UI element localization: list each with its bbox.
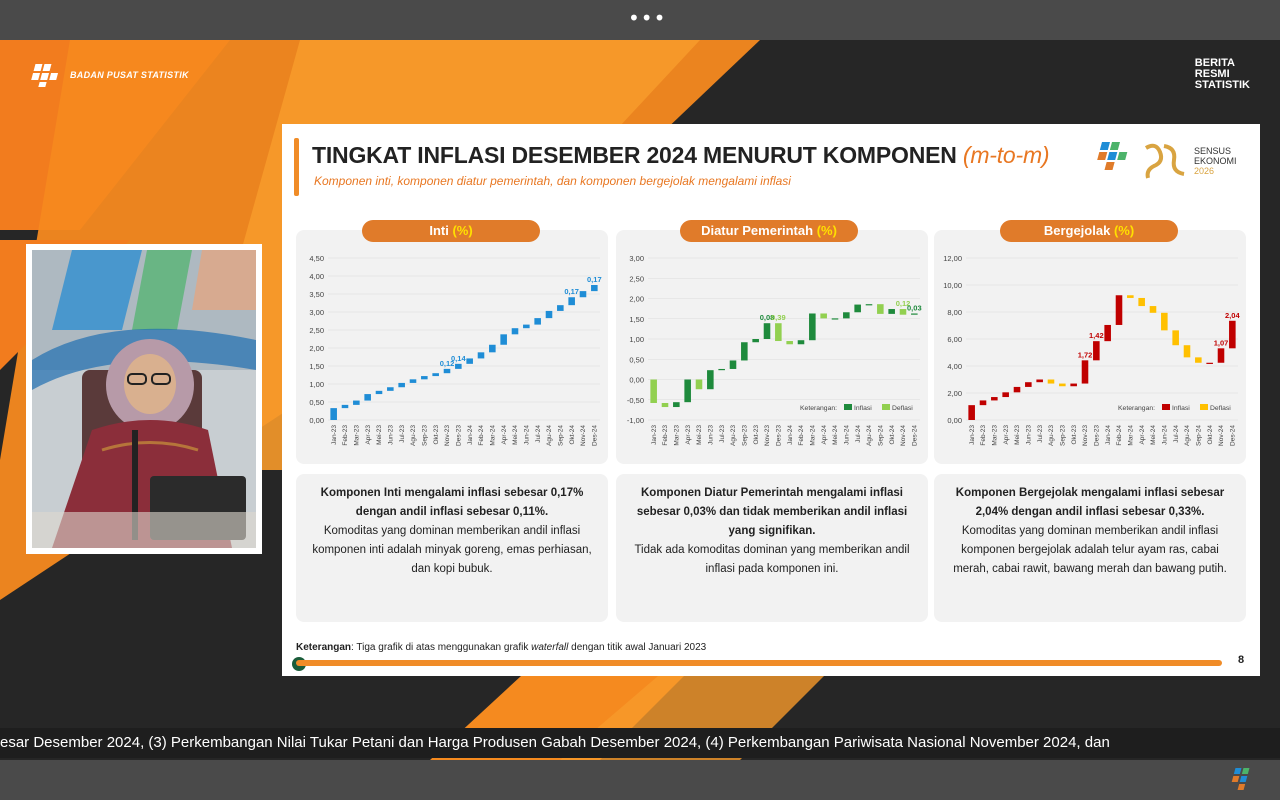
waterfall-bar bbox=[843, 312, 850, 318]
waterfall-bar bbox=[1070, 384, 1077, 387]
waterfall-bar bbox=[444, 369, 451, 373]
pill-inti bbox=[362, 220, 540, 242]
y-tick-label: 0,50 bbox=[309, 398, 324, 407]
pill-bergejolak-unit: (%) bbox=[1113, 223, 1135, 238]
x-tick-label: Sep-23 bbox=[741, 425, 749, 446]
data-label: 0,17 bbox=[564, 287, 579, 297]
waterfall-bar bbox=[353, 401, 360, 405]
waterfall-bar bbox=[1172, 330, 1179, 345]
footnote-italic: waterfall bbox=[531, 642, 569, 653]
legend-swatch-deflasi bbox=[882, 404, 890, 410]
waterfall-bar bbox=[854, 305, 861, 313]
x-tick-label: Okt-23 bbox=[1070, 425, 1078, 445]
waterfall-bar bbox=[764, 323, 771, 339]
data-label: 1,72 bbox=[1077, 350, 1093, 360]
waterfall-bar bbox=[1161, 313, 1168, 331]
waterfall-bar bbox=[432, 373, 439, 376]
description-inti-text: Komoditas yang dominan memberikan andil inflasi komponen inti adalah minyak goreng, emas perhiasan, dan kopi bubuk. bbox=[312, 525, 592, 575]
x-tick-label: Mar-24 bbox=[809, 425, 817, 446]
waterfall-bar bbox=[980, 400, 987, 405]
x-tick-label: Jul-23 bbox=[398, 425, 406, 443]
page-number: 8 bbox=[1238, 654, 1245, 666]
waterfall-bar bbox=[662, 403, 669, 407]
pill-diatur-unit: (%) bbox=[816, 223, 837, 238]
waterfall-bar bbox=[991, 397, 998, 400]
legend-swatch-inflasi bbox=[844, 404, 852, 410]
waterfall-bar bbox=[900, 309, 907, 315]
x-tick-label: Jun-23 bbox=[387, 425, 395, 445]
y-tick-label: 2,00 bbox=[309, 344, 324, 353]
waterfall-bar bbox=[455, 364, 462, 369]
x-tick-label: Des-23 bbox=[1093, 425, 1101, 446]
waterfall-bar bbox=[466, 358, 473, 363]
waterfall-bar bbox=[546, 311, 553, 318]
waterfall-bar bbox=[718, 369, 725, 370]
news-ticker bbox=[0, 728, 1280, 758]
chart-diatur-pemerintah bbox=[616, 230, 928, 464]
waterfall-bar bbox=[1138, 298, 1145, 306]
waterfall-bar bbox=[364, 394, 371, 400]
x-tick-label: Feb-23 bbox=[662, 425, 670, 446]
description-bergejolak bbox=[934, 474, 1246, 622]
waterfall-bar bbox=[376, 391, 383, 394]
y-tick-label: 10,00 bbox=[943, 281, 962, 290]
x-tick-label: Des-24 bbox=[591, 425, 599, 446]
waterfall-bar bbox=[387, 387, 394, 391]
y-tick-label: 1,00 bbox=[629, 335, 644, 344]
x-tick-label: Mar-23 bbox=[353, 425, 361, 446]
y-tick-label: 1,50 bbox=[629, 314, 644, 324]
sensus-logo-icon bbox=[1090, 138, 1190, 182]
panel-diatur-pemerintah bbox=[616, 230, 928, 464]
x-tick-label: Agu-24 bbox=[866, 425, 874, 446]
waterfall-bar bbox=[775, 323, 782, 341]
pill-diatur-pemerintah bbox=[680, 220, 858, 242]
waterfall-bar bbox=[1184, 345, 1191, 357]
waterfall-bar bbox=[398, 383, 405, 387]
sensus-ekonomi-logo bbox=[1090, 138, 1250, 182]
sensus-line-2: EKONOMI bbox=[1194, 156, 1237, 166]
waterfall-bar bbox=[1036, 380, 1043, 383]
x-tick-label: Jun-24 bbox=[523, 425, 531, 445]
broadcast-frame bbox=[0, 40, 1280, 760]
news-ticker-text: esar Desember 2024, (3) Perkembangan Nilai Tukar Petani dan Harga Produsen Gabah Desember 2024, (4) Perkembangan Pariwisata Nasional November 2024, dan bbox=[0, 734, 1110, 751]
x-tick-label: Apr-23 bbox=[364, 425, 372, 445]
waterfall-bar bbox=[1229, 321, 1236, 349]
waterfall-bar bbox=[330, 408, 337, 420]
x-tick-label: Nov-23 bbox=[1082, 425, 1090, 446]
description-bergejolak-text: Komoditas yang dominan memberikan andil inflasi komponen bergejolak adalah telur ayam ras, cabai merah, cabai rawit, bawang merah dan bawang putih. bbox=[953, 525, 1227, 575]
x-tick-label: Jan-23 bbox=[968, 425, 976, 445]
x-tick-label: Nov-23 bbox=[764, 425, 772, 446]
data-label: 1,42 bbox=[1089, 331, 1104, 341]
waterfall-bar bbox=[673, 402, 680, 407]
waterfall-bar bbox=[1002, 392, 1009, 397]
waterfall-bar bbox=[557, 305, 564, 311]
slide-title-text: TINGKAT INFLASI DESEMBER 2024 MENURUT KOMPONEN bbox=[312, 142, 957, 168]
window-bottom-bar bbox=[0, 760, 1280, 800]
x-tick-label: Apr-24 bbox=[1138, 425, 1146, 445]
waterfall-bar bbox=[730, 360, 737, 369]
x-tick-label: Apr-24 bbox=[500, 425, 508, 445]
waterfall-bar bbox=[1218, 348, 1225, 362]
slide-title bbox=[312, 142, 1049, 169]
x-tick-label: Mei-24 bbox=[832, 425, 840, 445]
x-tick-label: Nov-24 bbox=[900, 425, 908, 446]
waterfall-bar bbox=[1150, 306, 1157, 313]
x-tick-label: Nov-24 bbox=[1218, 425, 1226, 446]
x-tick-label: Feb-24 bbox=[798, 425, 806, 446]
x-tick-label: Jun-23 bbox=[1025, 425, 1033, 445]
x-tick-label: Nov-24 bbox=[580, 425, 588, 446]
x-tick-label: Jun-24 bbox=[1161, 425, 1169, 445]
y-tick-label: 2,50 bbox=[309, 326, 324, 335]
description-diatur-text: Tidak ada komoditas dominan yang memberikan andil inflasi pada komponen ini. bbox=[634, 544, 910, 575]
waterfall-bar bbox=[523, 325, 530, 329]
x-tick-label: Jul-23 bbox=[1036, 425, 1044, 443]
x-tick-label: Jul-24 bbox=[534, 425, 542, 443]
waterfall-bar bbox=[489, 345, 496, 353]
waterfall-bar bbox=[1059, 384, 1066, 387]
legend-swatch-inflasi bbox=[1162, 404, 1170, 410]
data-label: 0,39 bbox=[771, 313, 786, 323]
presenter-webcam bbox=[26, 244, 262, 554]
data-label: 1,07 bbox=[1213, 338, 1229, 348]
slide-footnote bbox=[296, 642, 706, 653]
x-tick-label: Apr-23 bbox=[1002, 425, 1010, 445]
waterfall-bar bbox=[650, 380, 657, 403]
waterfall-bar bbox=[786, 341, 793, 344]
x-tick-label: Okt-24 bbox=[1206, 425, 1214, 445]
legend-label-inflasi: Inflasi bbox=[1172, 405, 1190, 412]
y-tick-label: 8,00 bbox=[947, 308, 962, 317]
footnote-text-a: : Tiga grafik di atas menggunakan grafik bbox=[351, 642, 532, 653]
title-accent-bar bbox=[294, 138, 299, 196]
slide-subtitle: Komponen inti, komponen diatur pemerintah, dan komponen bergejolak mengalami inflasi bbox=[314, 174, 791, 188]
pill-diatur-label: Diatur Pemerintah bbox=[701, 223, 814, 238]
x-tick-label: Sep-24 bbox=[557, 425, 565, 446]
description-diatur-bold: Komponen Diatur Pemerintah mengalami inflasi sebesar 0,03% dan tidak memberikan andil inflasi yang signifikan. bbox=[636, 487, 908, 537]
x-tick-label: Feb-24 bbox=[1116, 425, 1124, 446]
y-tick-label: 2,50 bbox=[629, 274, 644, 284]
waterfall-bar bbox=[1127, 295, 1134, 298]
waterfall-bar bbox=[580, 291, 587, 297]
y-tick-label: 4,00 bbox=[309, 272, 324, 281]
pill-inti-unit: (%) bbox=[452, 223, 473, 238]
x-tick-label: Okt-23 bbox=[752, 425, 760, 445]
x-tick-label: Jul-24 bbox=[1172, 425, 1180, 443]
y-tick-label: 0,00 bbox=[309, 416, 324, 425]
presenter-video bbox=[32, 250, 256, 548]
y-tick-label: 3,00 bbox=[629, 254, 644, 263]
waterfall-bar bbox=[1116, 295, 1123, 325]
y-tick-label: 1,50 bbox=[309, 362, 324, 371]
x-tick-label: Agu-23 bbox=[1048, 425, 1056, 446]
y-tick-label: 0,00 bbox=[629, 375, 644, 385]
waterfall-bar bbox=[1206, 363, 1213, 364]
footer-accent-line bbox=[296, 660, 1222, 666]
data-label: 2,04 bbox=[1225, 310, 1240, 320]
waterfall-bar bbox=[1195, 357, 1202, 362]
x-tick-label: Des-24 bbox=[911, 425, 919, 446]
description-bergejolak-bold: Komponen Bergejolak mengalami inflasi sebesar 2,04% dengan andil inflasi sebesar 0,33%. bbox=[955, 487, 1225, 518]
x-tick-label: Mar-24 bbox=[1127, 425, 1135, 446]
waterfall-bar bbox=[888, 309, 895, 314]
x-tick-label: Apr-23 bbox=[684, 425, 692, 445]
x-tick-label: Mar-23 bbox=[673, 425, 681, 446]
waterfall-bar bbox=[512, 328, 519, 334]
waterfall-bar bbox=[1048, 380, 1055, 384]
x-tick-label: Jan-23 bbox=[650, 425, 658, 445]
x-tick-label: Okt-24 bbox=[568, 425, 576, 445]
x-tick-label: Feb-23 bbox=[980, 425, 988, 446]
waterfall-bar bbox=[1093, 341, 1100, 360]
waterfall-bar bbox=[534, 318, 541, 324]
y-tick-label: 3,00 bbox=[309, 308, 324, 317]
y-tick-label: 4,50 bbox=[309, 254, 324, 263]
waterfall-bar bbox=[741, 342, 748, 360]
y-tick-label: 1,00 bbox=[309, 380, 324, 389]
legend-label-deflasi: Deflasi bbox=[892, 405, 913, 412]
waterfall-bar bbox=[696, 380, 703, 390]
panel-bergejolak bbox=[934, 230, 1246, 464]
waterfall-bar bbox=[410, 379, 417, 383]
x-tick-label: Des-24 bbox=[1229, 425, 1237, 446]
chart-inti bbox=[296, 230, 608, 464]
x-tick-label: Agu-23 bbox=[730, 425, 738, 446]
pill-inti-label: Inti bbox=[429, 223, 449, 238]
x-tick-label: Mei-23 bbox=[696, 425, 704, 445]
waterfall-bar bbox=[500, 334, 507, 344]
y-tick-label: 0,00 bbox=[947, 416, 962, 425]
y-tick-label: -0,50 bbox=[626, 395, 644, 405]
bps-logo-text: BADAN PUSAT STATISTIK bbox=[70, 70, 189, 80]
waterfall-bar bbox=[591, 285, 598, 291]
waterfall-bar bbox=[968, 405, 975, 420]
y-tick-label: 12,00 bbox=[943, 254, 962, 263]
chart-bergejolak bbox=[934, 230, 1246, 464]
y-tick-label: 3,50 bbox=[309, 290, 324, 299]
bps-watermark-icon bbox=[1226, 766, 1256, 792]
waterfall-bar bbox=[707, 370, 714, 389]
waterfall-bar bbox=[752, 339, 759, 342]
x-tick-label: Agu-23 bbox=[410, 425, 418, 446]
description-inti bbox=[296, 474, 608, 622]
pill-bergejolak bbox=[1000, 220, 1178, 242]
x-tick-label: Apr-24 bbox=[820, 425, 828, 445]
x-tick-label: Okt-23 bbox=[432, 425, 440, 445]
waterfall-bar bbox=[809, 313, 816, 340]
footnote-label: Keterangan bbox=[296, 642, 352, 653]
data-label: 0,12 bbox=[895, 299, 911, 309]
waterfall-bar bbox=[342, 405, 349, 408]
legend-swatch-deflasi bbox=[1200, 404, 1208, 410]
x-tick-label: Mar-23 bbox=[991, 425, 999, 446]
footnote-text-b: dengan titik awal Januari 2023 bbox=[568, 642, 707, 653]
x-tick-label: Mei-24 bbox=[1150, 425, 1158, 445]
panel-inti bbox=[296, 230, 608, 464]
description-diatur-pemerintah bbox=[616, 474, 928, 622]
data-label: 0,12 bbox=[439, 358, 455, 368]
bps-logo bbox=[28, 62, 189, 88]
x-tick-label: Mar-24 bbox=[489, 425, 497, 446]
x-tick-label: Feb-24 bbox=[478, 425, 486, 446]
presentation-slide bbox=[282, 124, 1260, 676]
x-tick-label: Agu-24 bbox=[546, 425, 554, 446]
waterfall-bar bbox=[421, 376, 428, 379]
bps-logo-icon bbox=[28, 62, 64, 88]
waterfall-bar bbox=[1025, 382, 1032, 387]
waterfall-bar bbox=[911, 313, 918, 314]
data-label: 0,08 bbox=[759, 313, 775, 323]
x-tick-label: Nov-23 bbox=[444, 425, 452, 446]
x-tick-label: Des-23 bbox=[775, 425, 783, 446]
x-tick-label: Jul-24 bbox=[854, 425, 862, 443]
waterfall-bar bbox=[832, 318, 839, 319]
sensus-line-3: 2026 bbox=[1194, 166, 1215, 176]
y-tick-label: 6,00 bbox=[947, 335, 962, 344]
brs-line-1: BERITA bbox=[1194, 57, 1235, 69]
y-tick-label: 2,00 bbox=[947, 389, 962, 398]
x-tick-label: Jun-24 bbox=[843, 425, 851, 445]
window-top-bar bbox=[0, 0, 1280, 40]
x-tick-label: Feb-23 bbox=[342, 425, 350, 446]
brs-line-3: STATISTIK bbox=[1194, 79, 1250, 91]
legend-title: Keterangan: bbox=[1118, 405, 1156, 412]
x-tick-label: Mei-23 bbox=[376, 425, 384, 445]
legend-label-inflasi: Inflasi bbox=[854, 405, 872, 412]
more-options-icon[interactable]: ••• bbox=[628, 6, 667, 30]
y-tick-label: 0,50 bbox=[629, 355, 644, 365]
x-tick-label: Okt-24 bbox=[888, 425, 896, 445]
x-tick-label: Jan-24 bbox=[466, 425, 474, 445]
waterfall-bar bbox=[478, 352, 485, 358]
x-tick-label: Jan-23 bbox=[330, 425, 338, 445]
x-tick-label: Agu-24 bbox=[1184, 425, 1192, 446]
data-label: 0,17 bbox=[587, 275, 602, 284]
waterfall-bar bbox=[820, 313, 827, 318]
x-tick-label: Mei-23 bbox=[1014, 425, 1022, 445]
brs-logo bbox=[1195, 58, 1250, 91]
x-tick-label: Jan-24 bbox=[786, 425, 794, 445]
x-tick-label: Mei-24 bbox=[512, 425, 520, 445]
waterfall-bar bbox=[568, 297, 575, 305]
data-label: 0,03 bbox=[907, 303, 922, 313]
legend-label-deflasi: Deflasi bbox=[1210, 405, 1231, 412]
x-tick-label: Jul-23 bbox=[718, 425, 726, 443]
data-label: 0,14 bbox=[451, 353, 466, 363]
brs-line-2: RESMI bbox=[1194, 68, 1230, 80]
waterfall-bar bbox=[866, 304, 873, 305]
x-tick-label: Sep-24 bbox=[1195, 425, 1203, 446]
waterfall-bar bbox=[1104, 325, 1111, 341]
y-tick-label: 4,00 bbox=[947, 362, 962, 371]
slide-title-suffix: (m-to-m) bbox=[962, 142, 1050, 168]
y-tick-label: 2,00 bbox=[629, 294, 644, 304]
x-tick-label: Sep-24 bbox=[877, 425, 885, 446]
waterfall-bar bbox=[877, 304, 884, 314]
legend-title: Keterangan: bbox=[800, 405, 838, 412]
y-tick-label: -1,00 bbox=[626, 416, 644, 425]
waterfall-bar bbox=[1014, 387, 1021, 392]
pill-bergejolak-label: Bergejolak bbox=[1043, 223, 1111, 238]
x-tick-label: Sep-23 bbox=[1059, 425, 1067, 446]
x-tick-label: Jun-23 bbox=[707, 425, 715, 445]
waterfall-bar bbox=[684, 380, 691, 403]
x-tick-label: Sep-23 bbox=[421, 425, 429, 446]
x-tick-label: Des-23 bbox=[455, 425, 463, 446]
sensus-line-1: SENSUS bbox=[1194, 146, 1232, 156]
waterfall-bar bbox=[1082, 360, 1089, 383]
description-inti-bold: Komponen Inti mengalami inflasi sebesar 0,17% dengan andil inflasi sebesar 0,11%. bbox=[320, 487, 584, 518]
x-tick-label: Jan-24 bbox=[1104, 425, 1112, 445]
waterfall-bar bbox=[798, 340, 805, 344]
